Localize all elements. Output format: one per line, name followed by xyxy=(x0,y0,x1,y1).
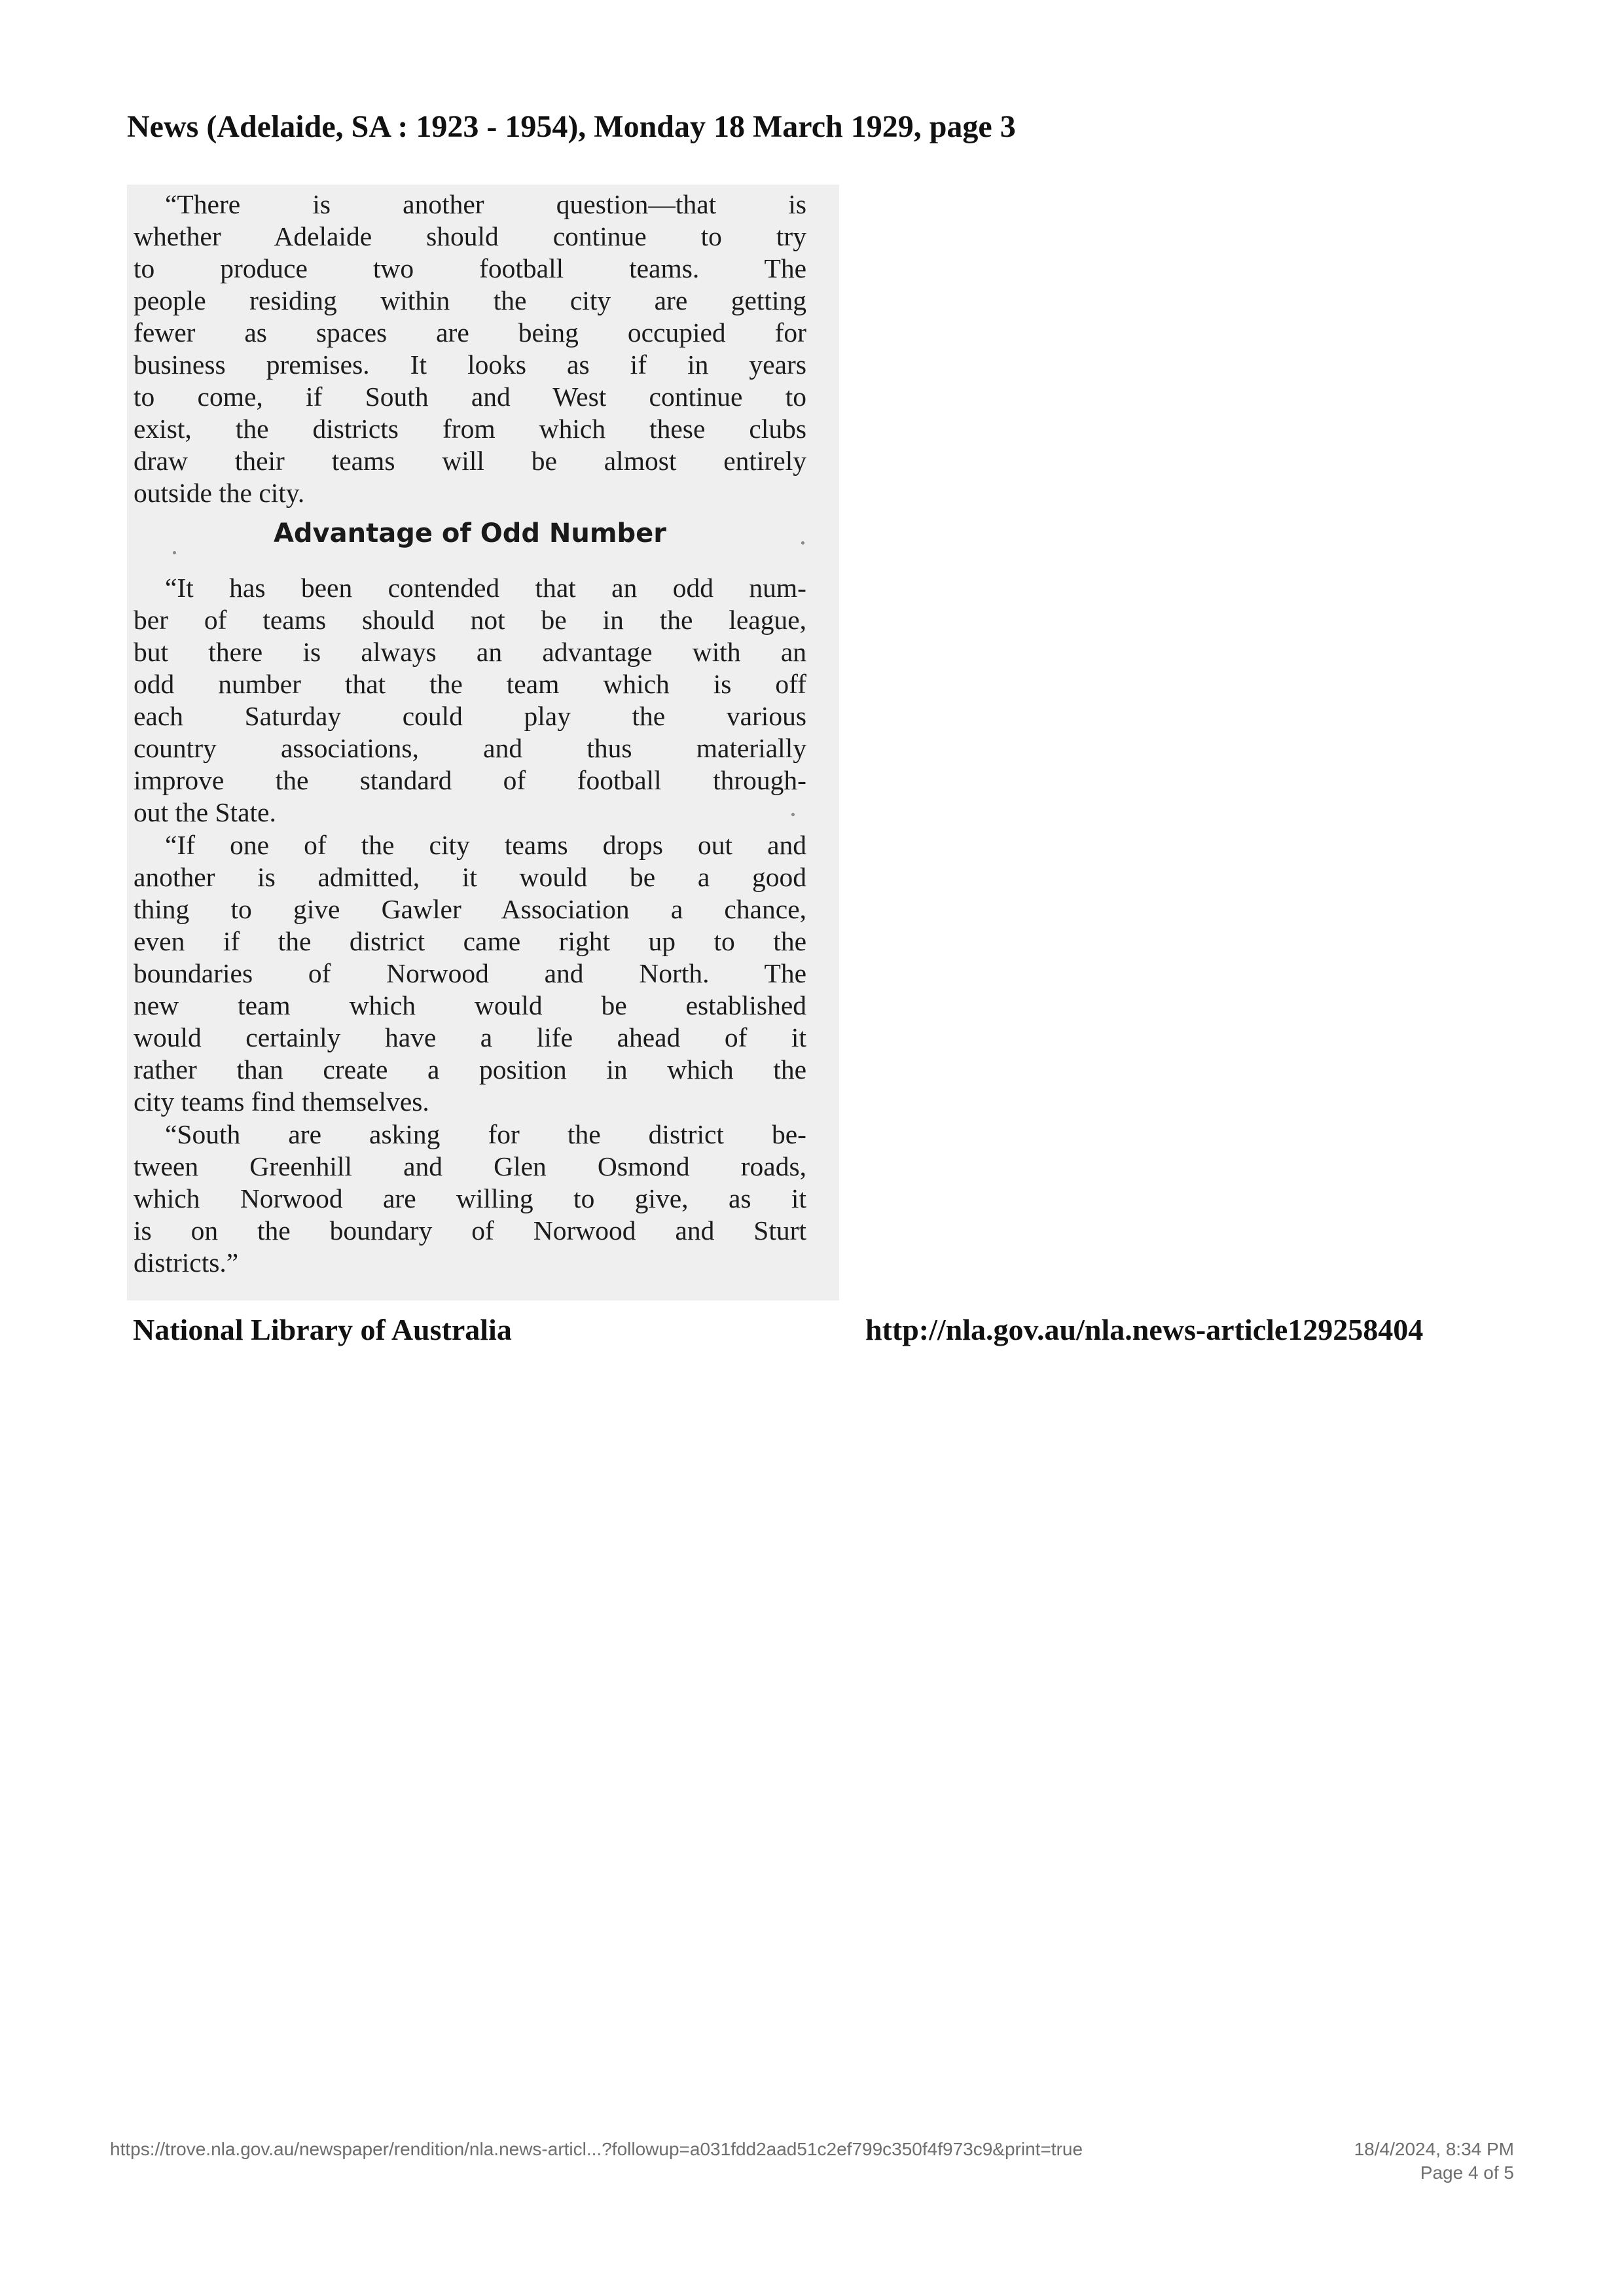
article-paragraph xyxy=(134,572,806,829)
print-footer-url: https://trove.nla.gov.au/newspaper/rendition/nla.news-articl...?followup=a031fdd2aad51c2ef799c350f4f973c9&print=true xyxy=(110,2139,1083,2159)
text-line: districts.” xyxy=(134,1247,239,1278)
scan-speck xyxy=(173,551,176,554)
print-footer-page-number: Page 4 of 5 xyxy=(1420,2162,1514,2183)
text-line: which Norwood are willing to give, as it xyxy=(134,1183,806,1213)
text-line: but there is always an advantage with an xyxy=(134,637,806,667)
article-paragraph xyxy=(134,829,806,1118)
text-line: to come, if South and West continue to xyxy=(134,382,806,412)
article-paragraph xyxy=(134,1119,806,1279)
text-line: to produce two football teams. The xyxy=(134,253,806,283)
text-line: fewer as spaces are being occupied for xyxy=(134,317,806,348)
text-line: ber of teams should not be in the league, xyxy=(134,605,806,635)
text-line: country associations, and thus materially xyxy=(134,733,806,763)
text-line: is on the boundary of Norwood and Sturt xyxy=(134,1215,806,1246)
text-line: rather than create a position in which the xyxy=(134,1054,806,1085)
text-line: new team which would be established xyxy=(134,990,806,1020)
text-line: draw their teams will be almost entirely xyxy=(134,446,806,476)
text-line: “It has been contended that an odd num- xyxy=(165,573,806,603)
text-line: even if the district came right up to the xyxy=(134,926,806,956)
article-url-link[interactable]: http://nla.gov.au/nla.news-article129258404 xyxy=(865,1313,1424,1346)
text-line: outside the city. xyxy=(134,478,305,508)
text-line: business premises. It looks as if in years xyxy=(134,350,806,380)
scan-speck xyxy=(791,813,795,816)
text-line: another is admitted, it would be a good xyxy=(134,862,806,892)
scan-speck xyxy=(801,541,804,545)
newspaper-clipping xyxy=(127,185,839,1300)
source-attribution: National Library of Australia xyxy=(133,1313,512,1346)
article-subheading: Advantage of Odd Number xyxy=(273,518,667,548)
text-line: city teams find themselves. xyxy=(134,1086,429,1117)
text-line: whether Adelaide should continue to try xyxy=(134,221,806,251)
text-line: “If one of the city teams drops out and xyxy=(165,830,806,860)
text-line: people residing within the city are getting xyxy=(134,285,806,315)
text-line: odd number that the team which is off xyxy=(134,669,806,699)
article-paragraph xyxy=(134,188,806,509)
page-title: News (Adelaide, SA : 1923 - 1954), Monday 18 March 1929, page 3 xyxy=(127,109,1016,144)
print-footer-datetime: 18/4/2024, 8:34 PM xyxy=(1354,2139,1514,2159)
text-line: each Saturday could play the various xyxy=(134,701,806,731)
text-line: “There is another question—that is xyxy=(165,189,806,219)
text-line: thing to give Gawler Association a chance, xyxy=(134,894,806,924)
text-line: boundaries of Norwood and North. The xyxy=(134,958,806,988)
text-line: “South are asking for the district be- xyxy=(165,1119,806,1149)
text-line: tween Greenhill and Glen Osmond roads, xyxy=(134,1151,806,1181)
text-line: exist, the districts from which these clubs xyxy=(134,414,806,444)
text-line: improve the standard of football through- xyxy=(134,765,806,795)
text-line: would certainly have a life ahead of it xyxy=(134,1022,806,1052)
text-line: out the State. xyxy=(134,797,276,827)
